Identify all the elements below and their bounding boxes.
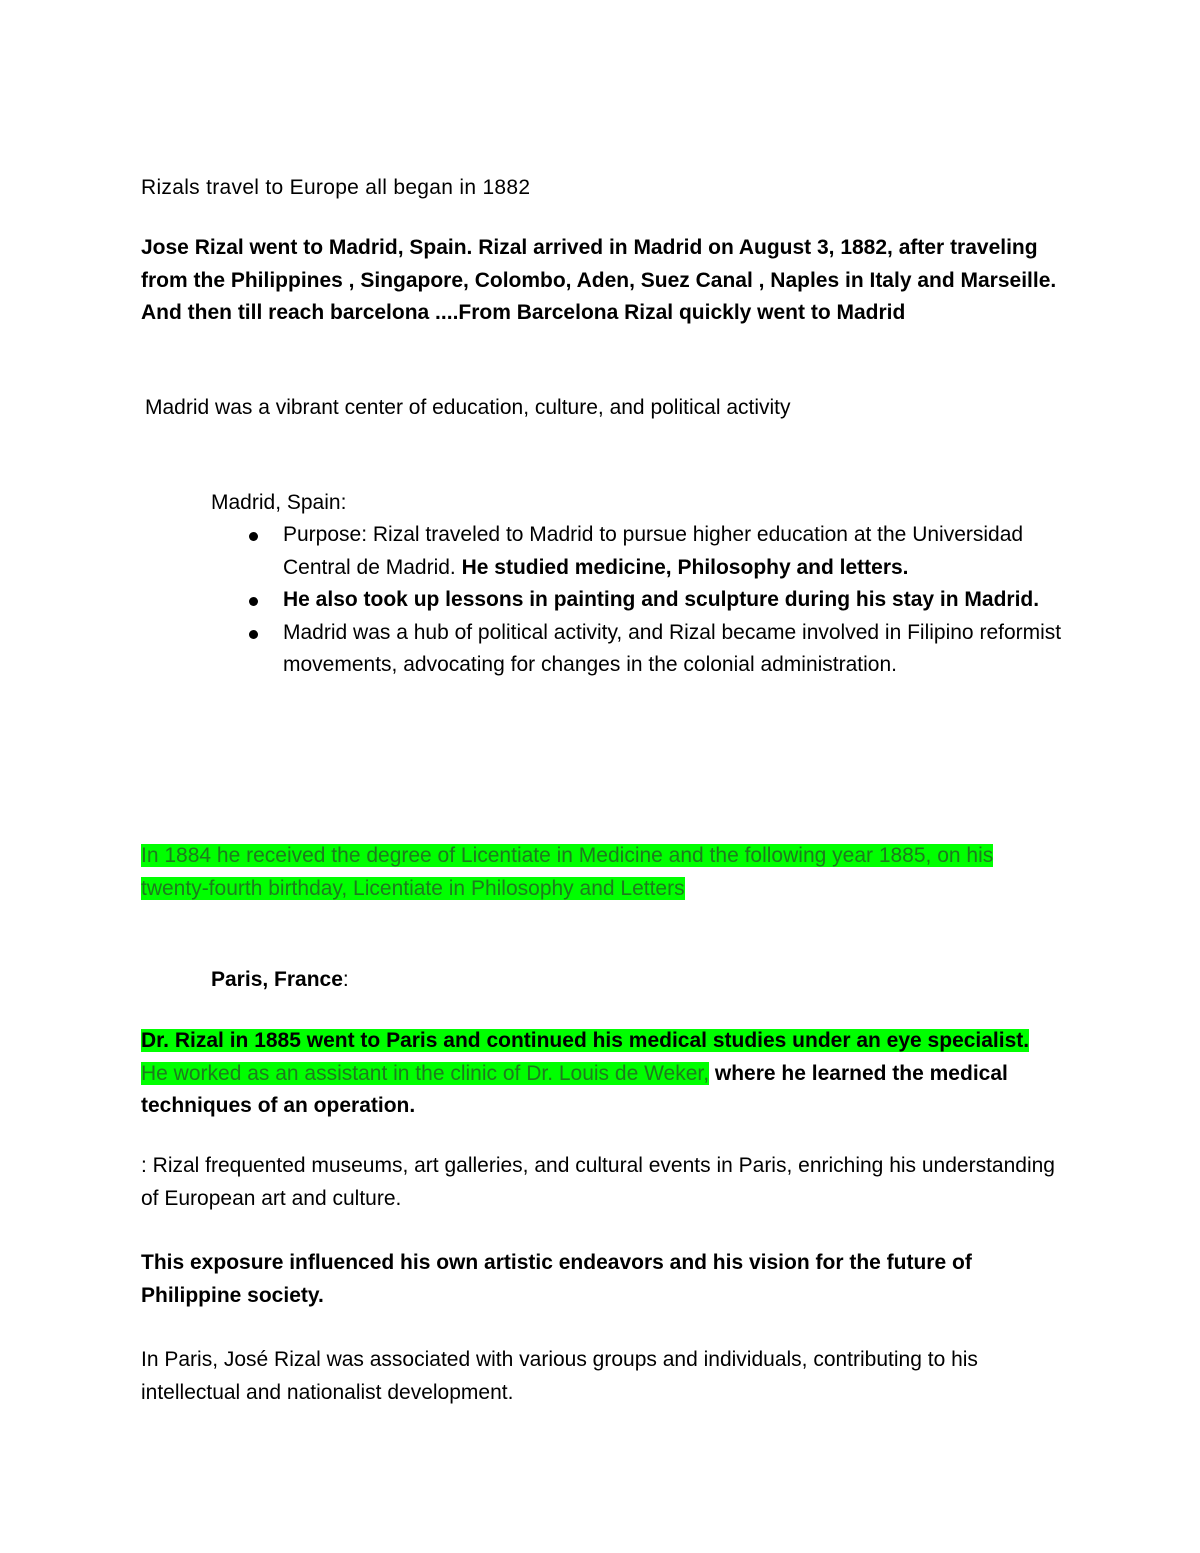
list-item [211,519,1071,584]
list-item-text: Purpose: Rizal traveled to Madrid to pursue higher education at the Universidad Central de Madrid. [283,523,1024,579]
list-item [211,617,1071,682]
degree-highlighted-text: In 1884 he received the degree of Licentiate in Medicine and the following year 1885, on his twenty-fourth birthday, Licentiate in Philosophy and Letters [141,844,994,900]
barcelona-to-madrid-text: From Barcelona Rizal quickly went to Madrid [458,301,906,324]
madrid-section-heading: Madrid, Spain: [211,491,347,514]
museums-paragraph: : Rizal frequented museums, art galleries, and cultural events in Paris, enriching his understanding of European art and culture. [141,1154,1055,1210]
madrid-vibrant-paragraph: Madrid was a vibrant center of education, culture, and political activity [145,396,791,419]
bullet-icon [249,532,258,541]
list-item-bold-text: He studied medicine, Philosophy and letters. [461,555,909,579]
madrid-bullet-list [211,519,1071,682]
paris-study-bold-tail: where he learned the medical techniques of an operation. [141,1061,1008,1117]
madrid-trip-text: Jose Rizal went to Madrid, Spain. Rizal arrived in Madrid on August 3, 1882, after traveling from the Philippines , Singapore, Colombo, Aden, Suez Canal , Naples in Italy and Marseille. And then till reach barcelona .... [141,236,1057,324]
paris-study-bold-highlight: Dr. Rizal in 1885 went to Paris and continued his medical studies under an eye specialist. [141,1029,1030,1052]
paris-section-heading [211,964,1131,997]
list-item-bold-text: He also took up lessons in painting and sculpture during his stay in Madrid. [283,588,1040,611]
exposure-paragraph: This exposure influenced his own artistic endeavors and his vision for the future of Philippine society. [141,1251,972,1307]
list-item-text: Madrid was a hub of political activity, and Rizal became involved in Filipino reformist movements, advocating for changes in the colonial administration. [283,620,1062,676]
list-item [211,584,1071,617]
paris-study-paragraph [141,1025,1061,1123]
groups-paragraph: In Paris, José Rizal was associated with various groups and individuals, contributing to his intellectual and nationalist development. [141,1348,978,1404]
madrid-trip-paragraph [141,232,1061,330]
document-title: Rizals travel to Europe all began in 1882 [141,176,531,199]
paris-study-highlight: He worked as an assistant in the clinic of Dr. Louis de Weker, [141,1061,710,1085]
bullet-icon [249,630,258,639]
degree-paragraph [141,840,1061,905]
paris-heading-colon: : [342,968,349,991]
paris-heading-text: Paris, France [211,968,343,991]
bullet-icon [249,597,258,606]
